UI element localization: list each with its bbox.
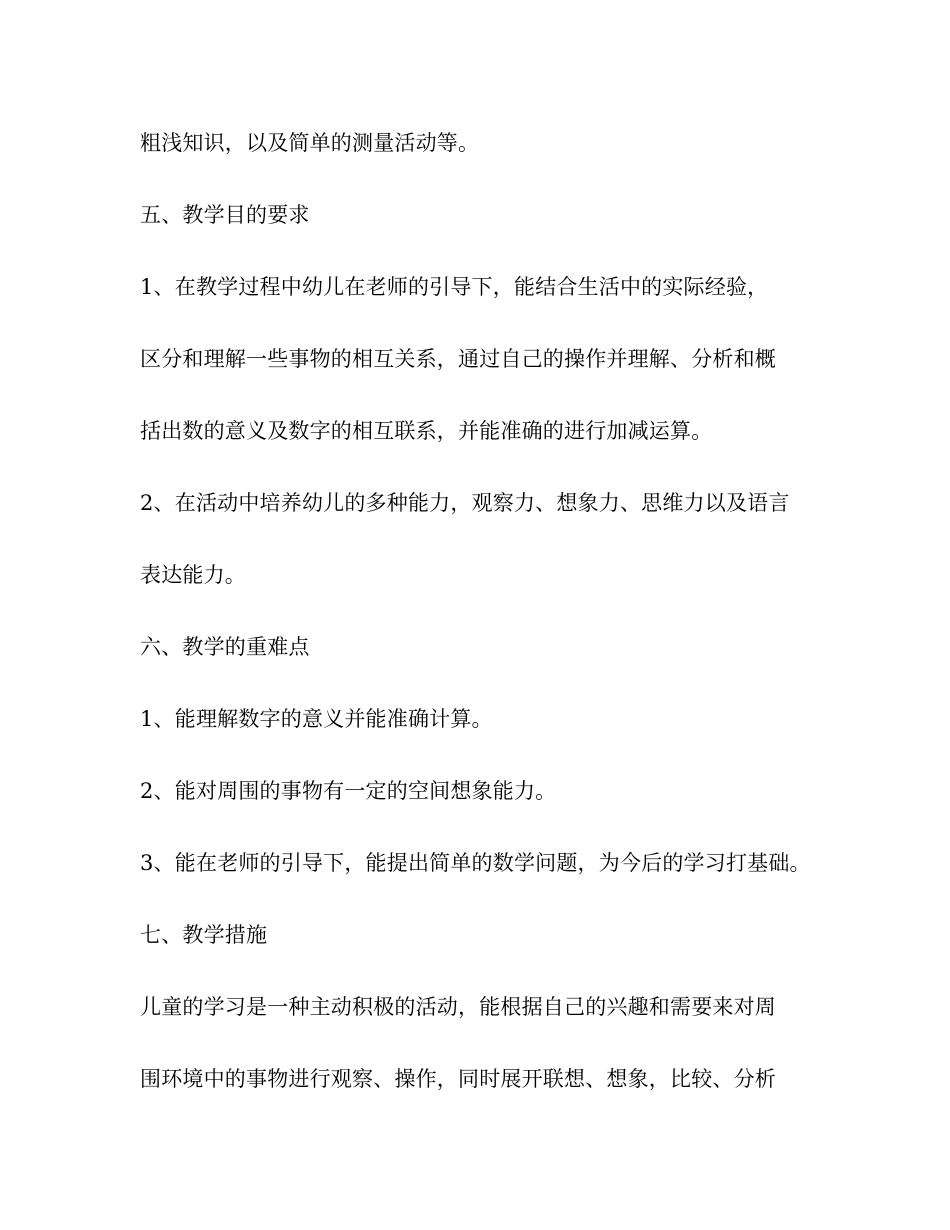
body-text-line: 区分和理解一些事物的相互关系，通过自己的操作并理解、分析和概 bbox=[140, 347, 776, 371]
section-heading-key-points: 六、教学的重难点 bbox=[140, 635, 310, 659]
body-text-line: 2、在活动中培养幼儿的多种能力，观察力、想象力、思维力以及语言 bbox=[140, 491, 790, 515]
body-text-line: 3、能在老师的引导下，能提出简单的数学问题，为今后的学习打基础。 bbox=[140, 851, 811, 875]
body-text-line: 粗浅知识，以及简单的测量活动等。 bbox=[140, 131, 480, 155]
section-heading-objectives: 五、教学目的要求 bbox=[140, 203, 310, 227]
body-text-line: 表达能力。 bbox=[140, 563, 246, 587]
body-text-line: 2、能对周围的事物有一定的空间想象能力。 bbox=[140, 779, 557, 803]
body-text-line: 围环境中的事物进行观察、操作，同时展开联想、想象，比较、分析 bbox=[140, 1067, 776, 1091]
body-text-line: 括出数的意义及数字的相互联系，并能准确的进行加减运算。 bbox=[140, 419, 713, 443]
body-text-line: 儿童的学习是一种主动积极的活动，能根据自己的兴趣和需要来对周 bbox=[140, 995, 776, 1019]
body-text-line: 1、在教学过程中幼儿在老师的引导下，能结合生活中的实际经验， bbox=[140, 275, 769, 299]
body-text-line: 1、能理解数字的意义并能准确计算。 bbox=[140, 707, 493, 731]
section-heading-measures: 七、教学措施 bbox=[140, 923, 268, 947]
